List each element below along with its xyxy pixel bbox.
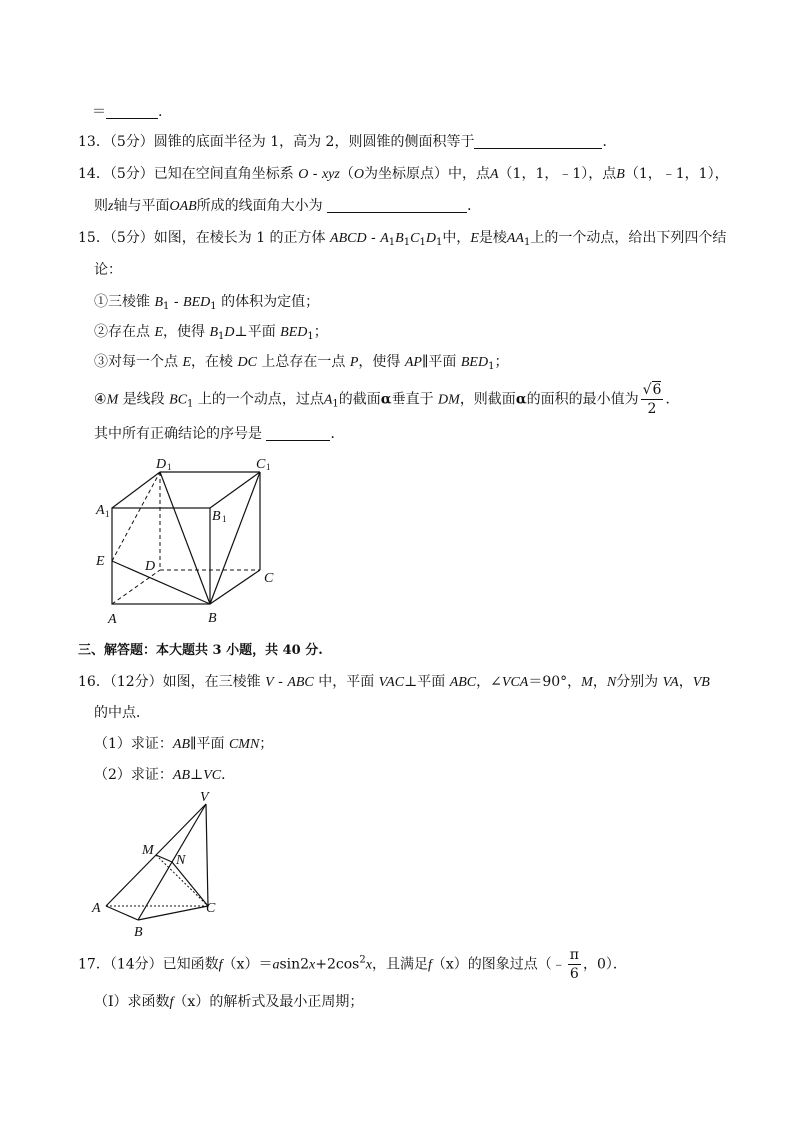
label-b: B xyxy=(134,925,143,940)
label-b: B xyxy=(208,611,217,626)
statement-4: ④M 是线段 $BC_1$ 上的一个动点，过点$A_1$的截面α垂直于 DM，则截面α的面积的最小值为 $\frac{√6}{2}$ ． xyxy=(94,382,680,417)
svg-text:1: 1 xyxy=(266,462,271,472)
pyramid-figure xyxy=(88,788,228,940)
label-d: D xyxy=(145,559,156,574)
statement-2: ②存在点 E，使得 $B_1D\perp$平面 $BED_1$； xyxy=(94,324,328,342)
statement-1: ①三棱锥 $B_1 - BED_1$ 的体积为定值； xyxy=(94,294,320,312)
hidden-edge-ad xyxy=(112,570,160,604)
answer-blank xyxy=(106,104,158,119)
question-17-part1: （Ⅰ）求函数f（x）的解析式及最小正周期； xyxy=(94,994,364,1010)
label-b1: B xyxy=(212,509,221,524)
label-a: A xyxy=(92,901,101,916)
statement-3: ③对每一个点 E，在棱 DC 上总存在一点 P，使得 AP∥平面 $BED_1$； xyxy=(94,354,509,372)
label-d1: D xyxy=(156,457,167,472)
section-3-heading: 三、解答题：本大题共 3 小题，共 40 分. xyxy=(78,643,323,658)
answer-blank xyxy=(266,426,330,441)
label-a: A xyxy=(108,612,117,627)
label-c: C xyxy=(264,571,274,586)
segment-d1b xyxy=(160,472,210,604)
hidden-segment-ed1 xyxy=(112,472,160,561)
svg-text:1: 1 xyxy=(105,509,110,519)
equals-sign: ＝ xyxy=(92,104,106,120)
label-n: N xyxy=(176,853,186,868)
segment-nc xyxy=(172,862,208,906)
question-16: 16．（12分）如图，在三棱锥 V - ABC 中，平面 VAC⊥平面 ABC，∠VCA＝90°，M，N分别为 VA，VB xyxy=(78,674,710,690)
svg-text:1: 1 xyxy=(222,514,227,524)
question-14-line2: 则z轴与平面OAB所成的线面角大小为 ． xyxy=(94,198,482,214)
segment-mn xyxy=(156,855,172,862)
label-c1: C xyxy=(256,457,266,472)
label-e: E xyxy=(96,554,105,569)
question-13: 13．（5分）圆锥的底面半径为 1，高为 2，则圆锥的侧面积等于 ． xyxy=(78,134,617,150)
segment-c1b xyxy=(210,472,260,604)
question-15-ask: 其中所有正确结论的序号是 ． xyxy=(94,426,345,442)
cube-front-face xyxy=(112,508,210,604)
edge-b1c1 xyxy=(210,472,260,508)
answer-blank xyxy=(327,198,467,213)
edge-ab xyxy=(106,906,138,920)
question-16-part1: （1）求证：AB∥平面 CMN； xyxy=(94,736,274,752)
label-v: V xyxy=(200,790,209,805)
pi-over-6: $\frac{\pi}{6}$ xyxy=(569,947,579,982)
cube-figure xyxy=(88,452,288,628)
label-m: M xyxy=(142,843,154,858)
segment-eb xyxy=(112,561,210,604)
edge-vc xyxy=(206,804,208,906)
edge-a1d1 xyxy=(112,472,160,508)
top-line: ＝ . xyxy=(92,104,163,120)
question-14: 14．（5分）已知在空间直角坐标系 O - xyz（O为坐标原点）中，点A（1，1，﹣1），点B（1，﹣1，1）， xyxy=(78,166,729,182)
sqrt6-over-2: $\frac{√6}{2}$ xyxy=(642,382,662,417)
answer-blank xyxy=(474,134,602,149)
label-a1: A xyxy=(96,503,105,518)
edge-bc xyxy=(138,906,208,920)
question-16-line2: 的中点． xyxy=(94,705,150,721)
question-16-part2: （2）求证：AB⊥VC． xyxy=(94,767,236,783)
question-15: 15．（5分）如图，在棱长为 1 的正方体 ABCD - $A_1B_1C_1D_1$中，E是棱$AA_1$上的一个动点，给出下列四个结 xyxy=(78,230,727,248)
question-17: 17．（14分）已知函数$f(x)=asin2x+2\cos^2x$，且满足f（x）的图象过点（﹣ $\frac{\pi}{6}$ ，0）． xyxy=(78,947,627,982)
label-c: C xyxy=(206,901,216,916)
question-15-line2: 论： xyxy=(94,262,122,278)
edge-bc xyxy=(210,570,260,604)
svg-text:1: 1 xyxy=(167,462,172,472)
